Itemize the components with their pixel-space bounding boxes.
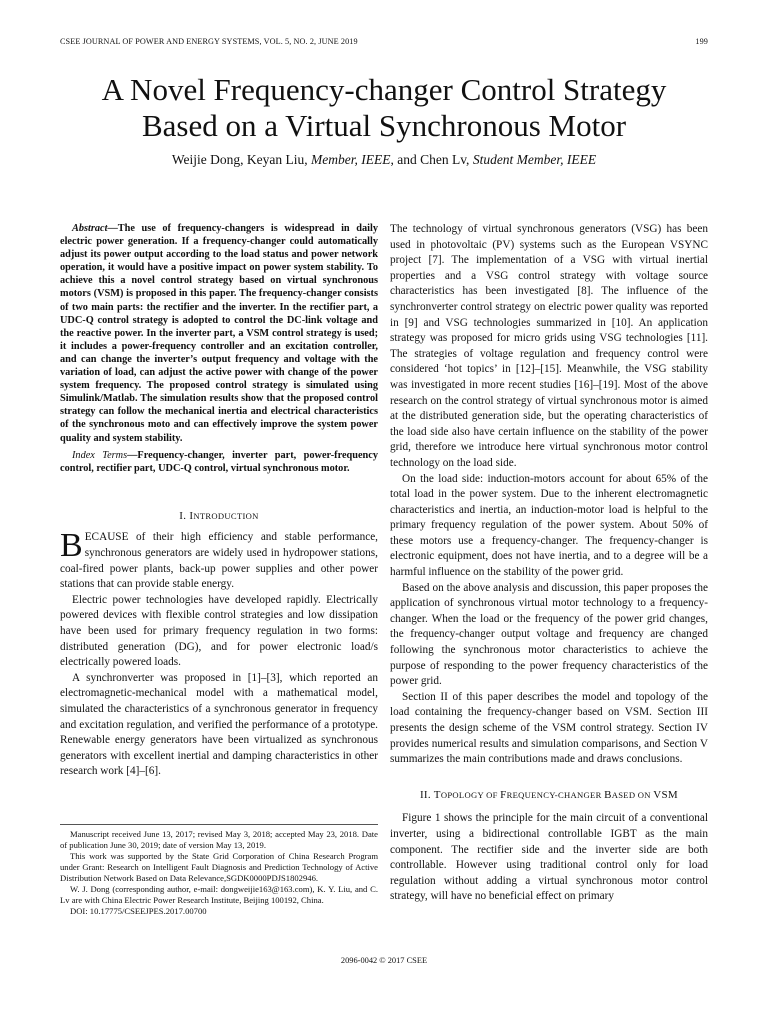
page-number: 199 — [695, 37, 708, 46]
paper-title — [0, 72, 768, 144]
author-names-2: , and Chen Lv, — [390, 152, 473, 167]
index-terms-label: Index Terms — [72, 449, 128, 461]
author-role-2: Student Member, IEEE — [472, 152, 597, 167]
journal-header: CSEE JOURNAL OF POWER AND ENERGY SYSTEMS, VOL. 5, NO. 2, JUNE 2019 — [60, 37, 358, 46]
section-heading-introduction: I. INTRODUCTION — [179, 509, 259, 522]
right-paragraph-2: On the load side: induction-motors account for about 65% of the total load in the power system. Due to the inherent electromagnetic characteristics and inertia, an induction-motor load is helpful to the primary frequency regulation of the power system. About 50% of these motors use a frequency-changer. The frequency-changer is electronic equipment, does not have inertia, and to a degree will be a harmful influence on the stability of the power grid. — [390, 472, 708, 579]
right-paragraph-3: Based on the above analysis and discussion, this paper proposes the application of synchronous virtual motor technology to a frequency-changer. When the load or the frequency of the power grid changes, the frequency-changer output voltage and frequency are changed following the synchronous motor characteristics to achieve the purpose of responding to the power frequency characteristics of the power grid. — [390, 581, 708, 688]
right-column — [390, 222, 708, 905]
title-line-1: A Novel Frequency-changer Control Strategy — [101, 72, 667, 107]
footnote-funding: This work was supported by the State Grid Corporation of China Research Program under Grant: Research on Intelligent Fault Diagnosis and Prediction Technology of Active Distribution Network Based on Data Relevance,SGDK0000PDJS1802946. — [60, 851, 378, 883]
abstract — [60, 222, 378, 445]
intro-paragraph-1: BECAUSE of their high efficiency and stable performance, synchronous generators are widely used in hydropower stations, coal-fired power plants, back-up power supplies and other power stations that can provide stable energy. — [60, 527, 378, 591]
author-role-1: Member, IEEE — [310, 152, 391, 167]
intro-paragraph-2: Electric power technologies have developed rapidly. Electrically powered devices with flexible control strategies and low dissipation have been used for primary frequency regulation in two forms: distributed generation (DG), and for power electronic load/s electrically powered loads. — [60, 593, 378, 669]
index-terms — [60, 449, 378, 475]
abstract-text: —The use of frequency-changers is widespread in daily electric power generation. If a frequency-changer could automatically adjust its power output according to the load status and power network operation, it would have a positive impact on power system stability. To achieve this a novel control strategy based on virtual synchronous motors (VSM) is proposed in this paper. The frequency-changer consists of two main parts: the rectifier and the inverter. In the rectifier part, a UDC-Q control strategy is adopted to control the DC-link voltage and the reactive power. In the inverter part, a VSM control strategy is used; it includes a power-frequency controller and an excitation controller, and can change the inverter’s output frequency and voltage with the variation of load, can adjust the active power with change of the power system frequency. The proposed control strategy is simulated using Simulink/Matlab. The simulation results show that the proposed control strategy can follow the mechanical inertia and electrical characteristics of the synchronous moto and can effectively improve the system power quality and system stability. — [60, 223, 378, 444]
left-column — [60, 222, 378, 780]
index-terms-text: —Frequency-changer, inverter part, power-frequency control, rectifier part, UDC-Q control, virtual synchronous motor. — [60, 449, 378, 474]
footnote-received: Manuscript received June 13, 2017; revised May 3, 2018; accepted May 23, 2018. Date of publication June 30, 2019; date of version May 13, 2019. — [60, 829, 378, 850]
section-heading-topology: II. TOPOLOGY OF FREQUENCY-CHANGER BASED ON VSM — [419, 788, 679, 801]
drop-cap: B — [60, 527, 83, 565]
right-paragraph-1: The technology of virtual synchronous generators (VSG) has been used in photovoltaic (PV) systems such as the European VSYNC project [7]. The implementation of a VSG with virtual inertial properties and a VSG control strategy with voltage source characteristics has been investigated [8]. The influence of the synchronverter control strategy on electric power quality was reported in [9] and VSG technologies summarized in [10]. An application strategy was proposed for micro grids using VSG technologies [11]. The strategies of voltage regulation and frequency control were considered ‘hot topics’ in [12]–[15]. Meanwhile, the VSG stability was investigated in more recent studies [16]–[19]. Most of the above research on the control strategy of virtual synchronous motor is aimed at the distributed generation side, but the operating characteristics of the load side also have certain influence on the stability of the power grid, therefore we introduce here virtual synchronous motor control technology on the load side. — [390, 223, 708, 469]
abstract-label: Abstract — [72, 223, 108, 234]
right-paragraph-5: Figure 1 shows the principle for the main circuit of a conventional inverter, using a bidirectional controllable IGBT as the main component. The rectifier side and the inverter side are both controllable. However using traditional control only for load regulation without adding a virtual synchronous motor control strategy, will have no beneficial effect on primary — [390, 812, 708, 903]
running-header — [60, 37, 708, 46]
footnote-doi: DOI: 10.17775/CSEEJPES.2017.00700 — [70, 906, 207, 916]
right-paragraph-4: Section II of this paper describes the model and topology of the load containing the frequency-changer based on VSM. Section III presents the design scheme of the VSM control strategy. Section IV provides numerical results and simulation comparisons, and Section V summarizes the main contributions made and draws conclusions. — [390, 690, 708, 766]
title-line-2: Based on a Virtual Synchronous Motor — [141, 108, 627, 143]
page-footer: 2096-0042 © 2017 CSEE — [340, 956, 428, 965]
author-list — [0, 152, 768, 168]
author-names-1: Weijie Dong, Keyan Liu, — [171, 152, 311, 167]
footnote-block — [60, 824, 378, 917]
intro-paragraph-3: A synchronverter was proposed in [1]–[3], which reported an electromagnetic-mechanical model with a mathematical model, simulated the characteristics of a synchronous generator in frequency and excitation regulation, and verified the performance of a prototype. Renewable energy generators have been virtualized as synchronous generators with excellent inertial and damping characteristics in other research work [4]–[6]. — [60, 671, 378, 778]
footnote-affiliation: W. J. Dong (corresponding author, e-mail: dongweijie163@163.com), K. Y. Liu, and C. Lv are with China Electric Power Research Institute, Beijing 100192, China. — [60, 884, 378, 905]
